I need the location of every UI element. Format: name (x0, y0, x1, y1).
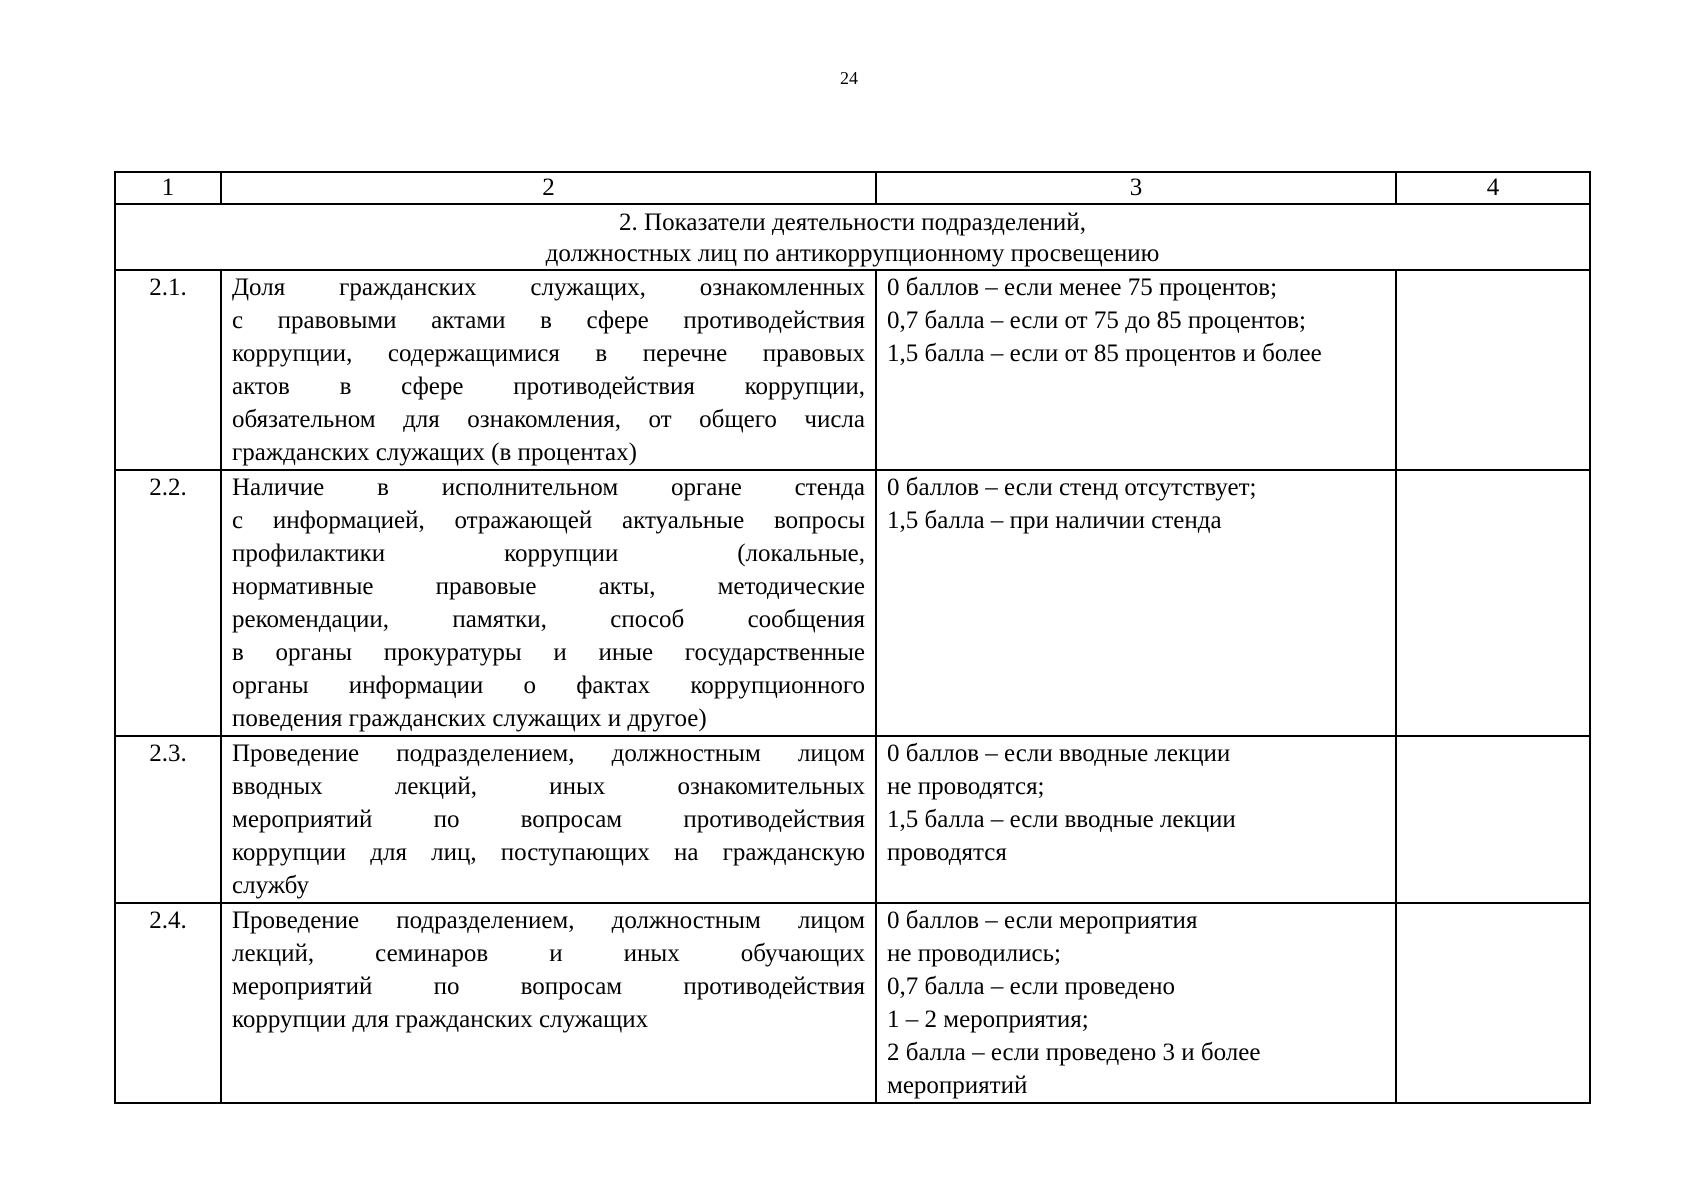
description-line: гражданских служащих (в процентах) (232, 439, 637, 466)
section-title-line: 2. Показатели деятельности подразделений, (619, 209, 1086, 236)
description-line: поведения гражданских служащих и другое) (232, 705, 707, 732)
column-number-row (115, 172, 1590, 204)
column-4-cell (1396, 470, 1590, 736)
description-line: профилактики коррупции (локальные, (232, 540, 865, 567)
column-header-1: 1 (115, 172, 221, 204)
description-line: актов в сфере противодействия коррупции, (232, 373, 865, 400)
score-line: проводятся (887, 839, 1007, 866)
score-line: 0 баллов – если стенд отсутствует; (887, 474, 1257, 501)
section-title (115, 204, 1590, 270)
score-line: не проводятся; (887, 773, 1045, 800)
row-number: 2.3. (115, 736, 221, 903)
column-4-cell (1396, 903, 1590, 1103)
indicator-description (221, 470, 876, 736)
table-row (115, 270, 1590, 470)
row-number: 2.1. (115, 270, 221, 470)
score-line: 1,5 балла – если вводные лекции (887, 806, 1236, 833)
description-line: рекомендации, памятки, способ сообщения (232, 606, 865, 633)
page-number: 24 (840, 68, 858, 88)
description-line: Наличие в исполнительном органе стенда (232, 474, 865, 501)
column-header-3: 3 (876, 172, 1396, 204)
score-line: мероприятий (887, 1072, 1028, 1099)
section-heading-row (115, 204, 1590, 270)
description-line: Проведение подразделением, должностным лицом (232, 740, 865, 767)
score-line: 0 баллов – если мероприятия (887, 907, 1198, 934)
score-line: 0,7 балла – если от 75 до 85 процентов; (887, 307, 1306, 334)
section-title-line: должностных лиц по антикоррупционному просвещению (545, 240, 1160, 267)
row-number: 2.2. (115, 470, 221, 736)
description-line: лекций, семинаров и иных обучающих (232, 940, 865, 967)
criteria-table (114, 171, 1591, 1104)
score-line: не проводились; (887, 940, 1061, 967)
description-line: службу (232, 872, 309, 899)
table-row (115, 470, 1590, 736)
score-line: 1,5 балла – если от 85 процентов и более (887, 340, 1322, 367)
score-criteria (876, 270, 1396, 470)
column-4-cell (1396, 736, 1590, 903)
description-line: мероприятий по вопросам противодействия (232, 973, 865, 1000)
description-line: вводных лекций, иных ознакомительных (232, 773, 865, 800)
description-line: Доля гражданских служащих, ознакомленных (232, 274, 865, 301)
description-line: нормативные правовые акты, методические (232, 573, 865, 600)
column-4-cell (1396, 270, 1590, 470)
description-line: в органы прокуратуры и иные государственные (232, 639, 865, 666)
description-line: мероприятий по вопросам противодействия (232, 806, 865, 833)
column-header-4: 4 (1396, 172, 1590, 204)
description-line: с информацией, отражающей актуальные вопросы (232, 507, 865, 534)
description-line: коррупции для гражданских служащих (232, 1006, 649, 1033)
indicator-description (221, 903, 876, 1103)
description-line: органы информации о фактах коррупционного (232, 672, 865, 699)
score-line: 0 баллов – если вводные лекции (887, 740, 1231, 767)
score-line: 1 – 2 мероприятия; (887, 1006, 1089, 1033)
score-line: 1,5 балла – при наличии стенда (887, 507, 1222, 534)
score-line: 0 баллов – если менее 75 процентов; (887, 274, 1278, 301)
score-line: 0,7 балла – если проведено (887, 973, 1176, 1000)
description-line: обязательном для ознакомления, от общего числа (232, 406, 865, 433)
description-line: коррупции для лиц, поступающих на гражданскую (232, 839, 865, 866)
score-criteria (876, 470, 1396, 736)
score-criteria (876, 736, 1396, 903)
indicator-description (221, 736, 876, 903)
column-header-2: 2 (221, 172, 876, 204)
score-line: 2 балла – если проведено 3 и более (887, 1039, 1261, 1066)
score-criteria (876, 903, 1396, 1103)
table-row (115, 903, 1590, 1103)
indicator-description (221, 270, 876, 470)
description-line: коррупции, содержащимися в перечне правовых (232, 340, 865, 367)
table-row (115, 736, 1590, 903)
description-line: с правовыми актами в сфере противодействия (232, 307, 865, 334)
row-number: 2.4. (115, 903, 221, 1103)
description-line: Проведение подразделением, должностным лицом (232, 907, 865, 934)
